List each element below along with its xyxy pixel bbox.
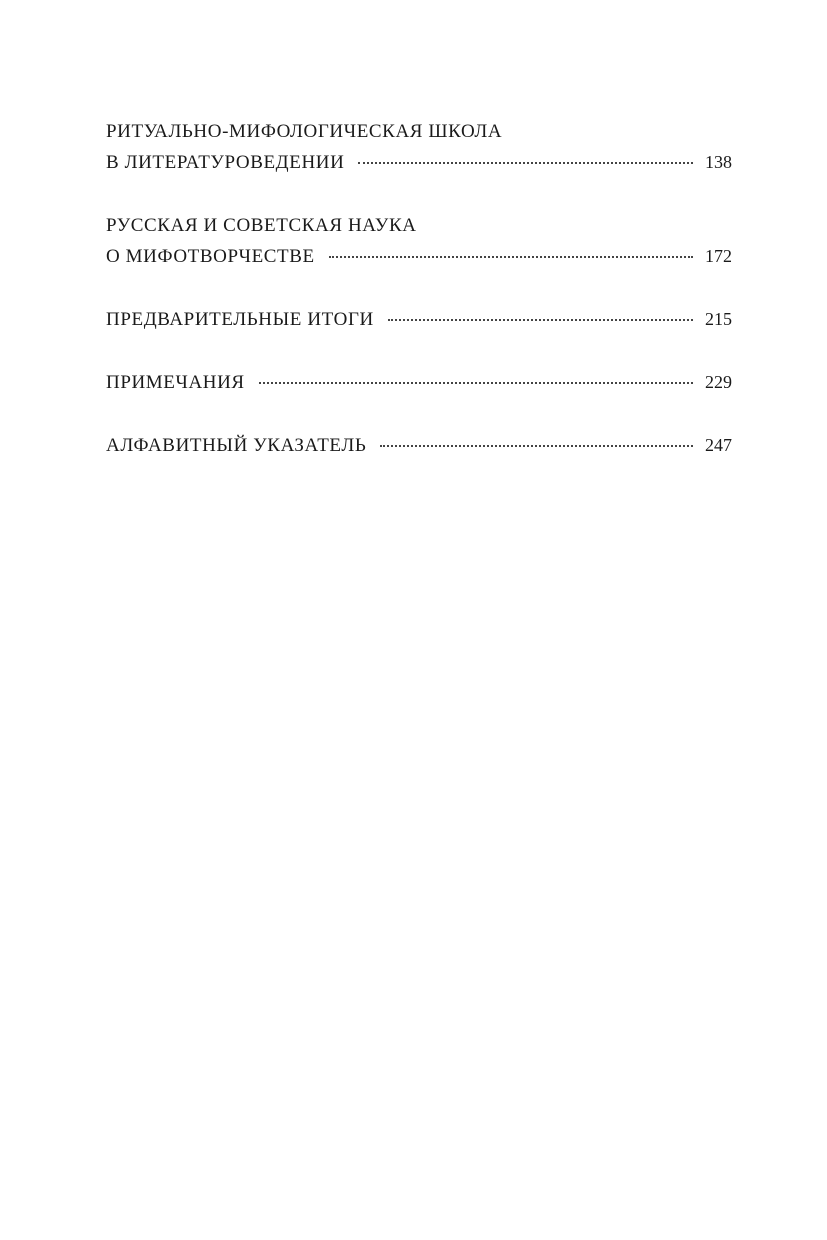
toc-entry-title: ПРЕДВАРИТЕЛЬНЫЕ ИТОГИ: [106, 309, 374, 330]
toc-entry-ritual-mythological-school: [106, 116, 732, 178]
dot-leader: [358, 162, 693, 164]
toc-entry-last-line: [106, 367, 732, 398]
toc-page-number: 215: [705, 309, 732, 329]
toc-entry-last-line: [106, 147, 732, 178]
toc-page-number: 229: [705, 372, 732, 392]
dot-leader: [329, 256, 693, 258]
dot-leader: [388, 319, 693, 321]
toc-entry-title-line: РИТУАЛЬНО-МИФОЛОГИЧЕСКАЯ ШКОЛА: [106, 121, 503, 142]
toc-entry-title-line: РУССКАЯ И СОВЕТСКАЯ НАУКА: [106, 215, 417, 236]
toc-entry-title: О МИФОТВОРЧЕСТВЕ: [106, 246, 315, 267]
toc-entry-notes: [106, 367, 732, 398]
dot-leader: [259, 382, 693, 384]
toc-entry-last-line: [106, 241, 732, 272]
toc-page-number: 138: [705, 152, 732, 172]
toc-entry-alphabetical-index: [106, 430, 732, 461]
toc-entry-title: В ЛИТЕРАТУРОВЕДЕНИИ: [106, 152, 345, 173]
toc-page-number: 247: [705, 435, 732, 455]
toc-entry-russian-soviet-science: [106, 210, 732, 272]
toc-entry-last-line: [106, 304, 732, 335]
toc-entry-last-line: [106, 430, 732, 461]
table-of-contents: [106, 116, 732, 461]
dot-leader: [380, 445, 693, 447]
toc-entry-title: АЛФАВИТНЫЙ УКАЗАТЕЛЬ: [106, 435, 367, 456]
toc-entry-preliminary-results: [106, 304, 732, 335]
toc-page-number: 172: [705, 246, 732, 266]
toc-entry-title: ПРИМЕЧАНИЯ: [106, 372, 245, 393]
